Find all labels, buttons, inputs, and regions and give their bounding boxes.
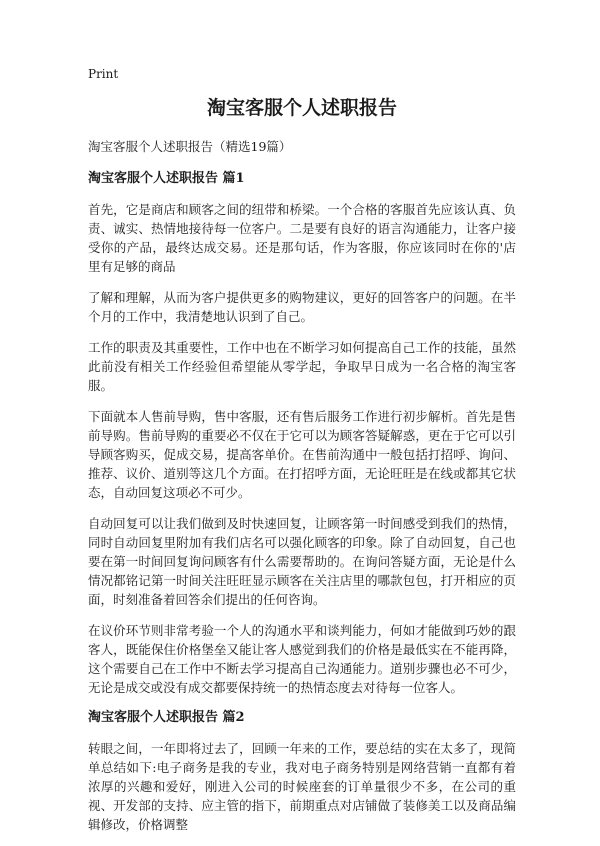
print-label: Print [88,67,119,81]
document-page [88,66,516,846]
paragraph: 在议价环节则非常考验一个人的沟通水平和谈判能力，何如才能做到巧妙的跟客人，既能保住价格堡垒又能让客人感觉到我们的价格是最低实在不能再降，这个需要自己在工作中不断去学习提高自己沟通能力。道别步骤也必不可少，无论是成交或没有成交都要保持统一的热情态度去对待每一位客人。 [88,623,516,695]
section-heading: 淘宝客服个人述职报告 篇1 [88,171,245,186]
paragraph: 自动回复可以让我们做到及时快速回复，让顾客第一时间感受到我们的热情，同时自动回复里附加有我们店名可以强化顾客的印象。除了自动回复，自己也要在第一时间回复询问顾客有什么需要帮助的。在询问答疑方面，无论是什么情况都铭记第一时间关注旺旺显示顾客在关注店里的哪款包包，打开相应的页面，时刻准备着回答余们提出的任何咨询。 [88,516,516,607]
paragraph: 下面就本人售前导购，售中客服，还有售后服务工作进行初步解析。首先是售前导购。售前导购的重要必不仅在于它可以为顾客答疑解惑，更在于它可以引导顾客购买，促成交易，提高客单价。在售前沟通中一般包括打招呼、询问、推荐、议价、道别等这几个方面。在打招呼方面，无论旺旺是在线或都其它状态，自动回复这项必不可少。 [88,409,516,500]
paragraph: 了解和理解，从而为客户提供更多的购物建议，更好的回答客户的问题。在半个月的工作中，我清楚地认识到了自己。 [88,290,516,324]
section-1 [88,170,516,697]
section-2 [88,709,516,834]
document-subtitle: 淘宝客服个人述职报告（精选19篇） [88,139,292,154]
paragraph: 首先，它是商店和顾客之间的纽带和桥梁。一个合格的客服首先应该认真、负责、诚实、热情地接待每一位客户。二是要有良好的语言沟通能力，让客户接受你的产品，最终达成交易。还是那句话，作为客服，你应该同时在你的'店里有足够的商品 [88,202,516,274]
document-title: 淘宝客服个人述职报告 [206,97,397,119]
paragraph: 工作的职责及其重要性，工作中也在不断学习如何提高自己工作的技能，虽然此前没有相关工作经验但希望能从零学起，争取早日成为一名合格的淘宝客服。 [88,340,516,393]
section-heading: 淘宝客服个人述职报告 篇2 [88,710,245,725]
paragraph: 转眼之间，一年即将过去了，回顾一年来的工作，要总结的实在太多了，现简单总结如下:电子商务是我的专业，我对电子商务特别是网络营销一直都有着浓厚的兴趣和爱好，刚进入公司的时候座套的订单量很少不多，在公司的重视、开发部的支持、应主管的指下，前期重点对店铺做了装修美工以及商品编辑修改，价格调整 [88,741,516,832]
